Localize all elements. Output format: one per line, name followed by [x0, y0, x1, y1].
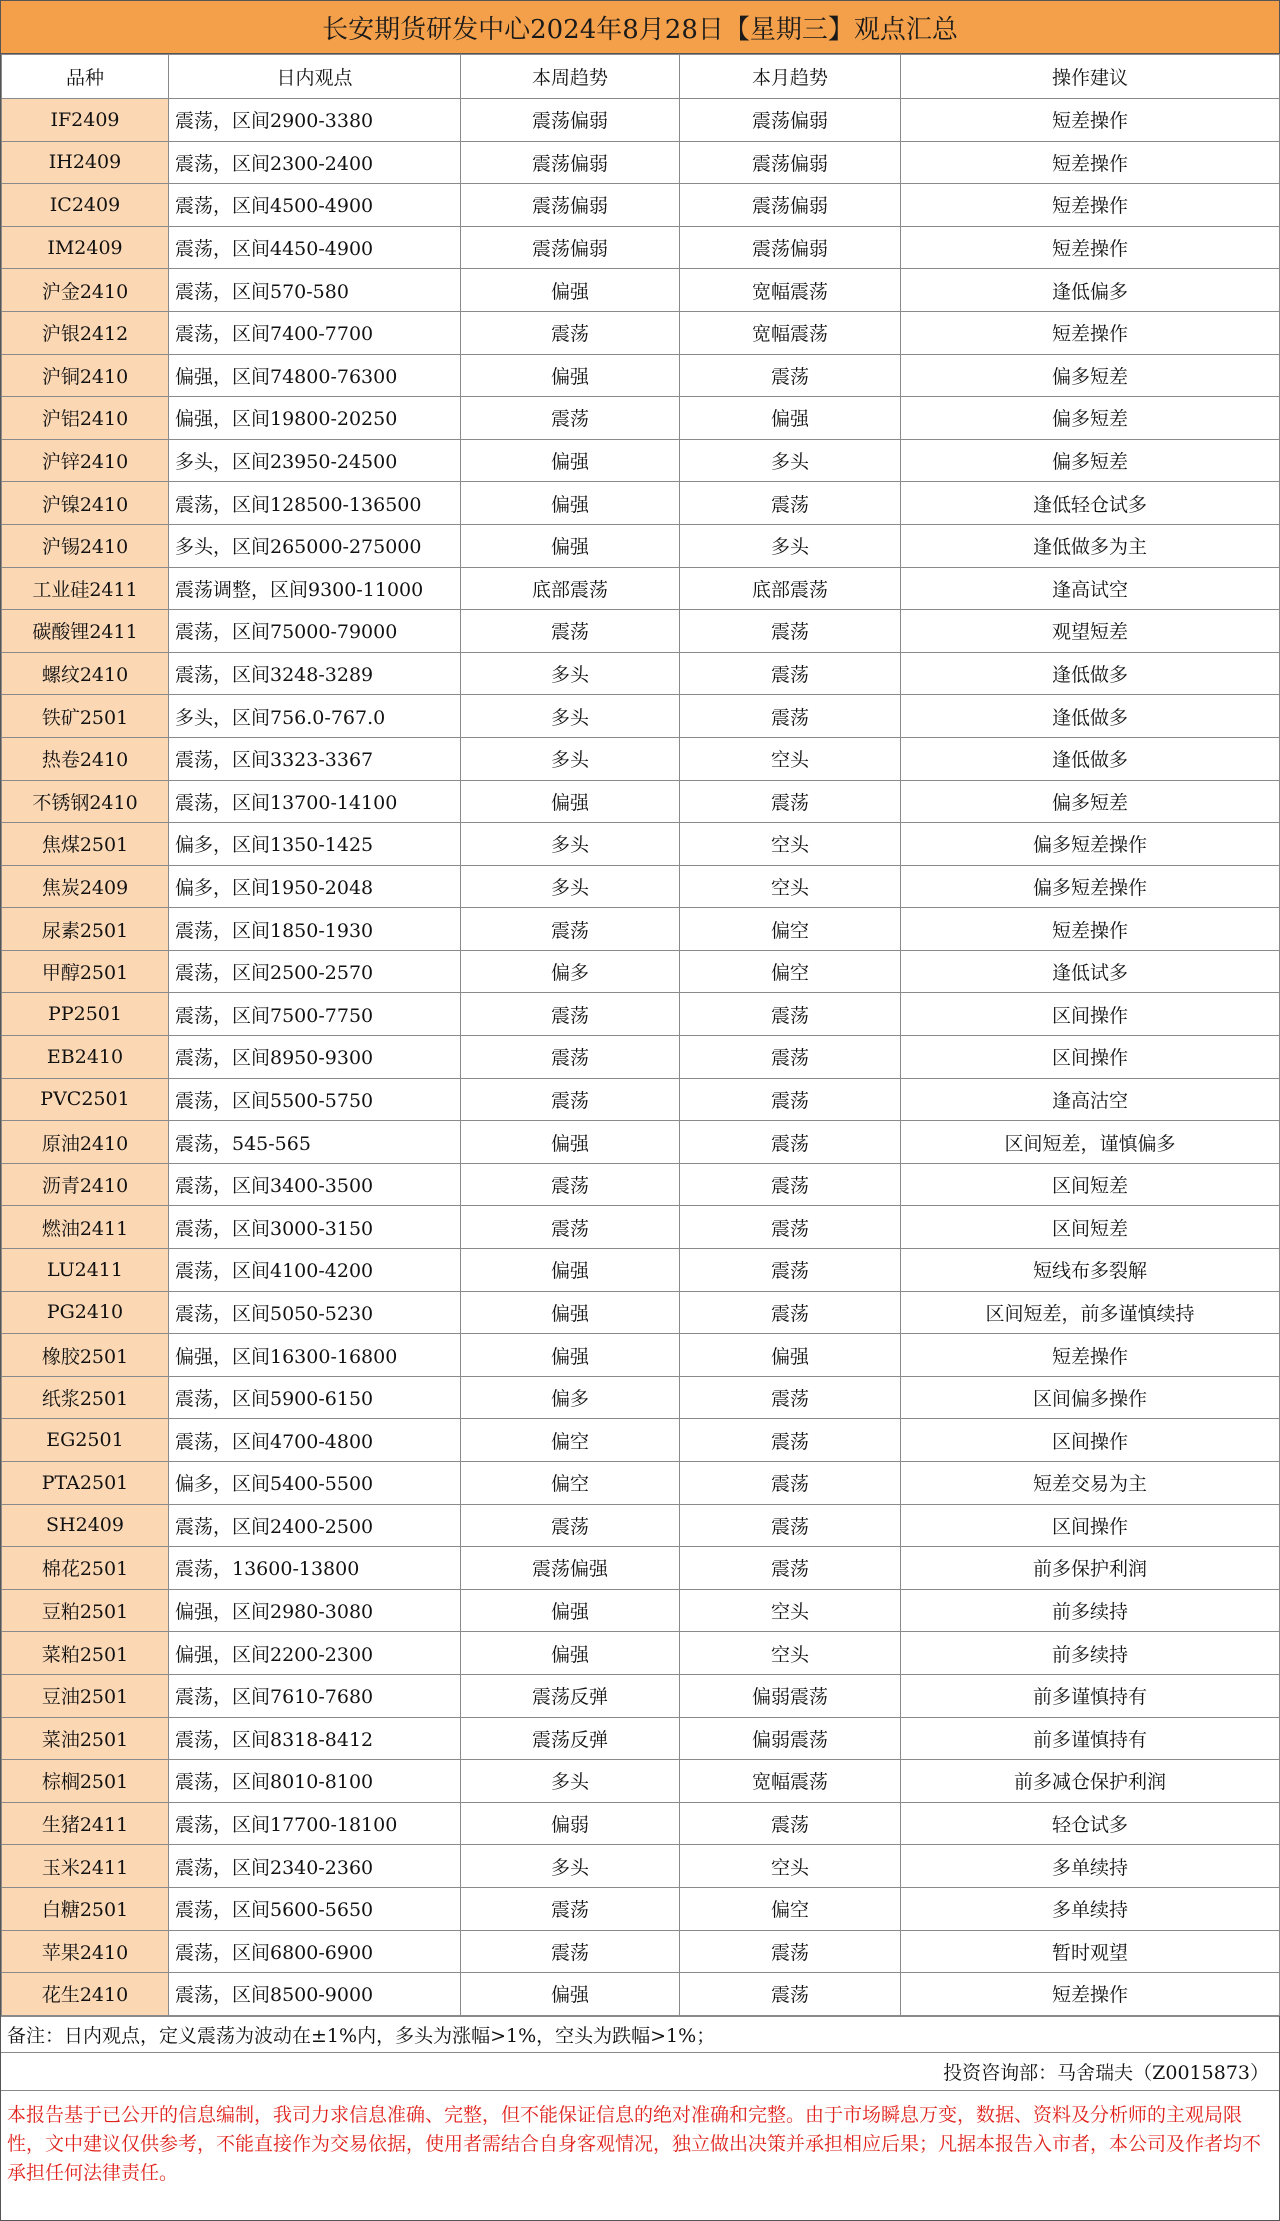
cell-week-trend: 偏强: [461, 269, 680, 312]
cell-daily-view: 震荡，区间2300-2400: [169, 141, 461, 184]
header-month-trend: 本月趋势: [680, 55, 901, 99]
cell-daily-view: 偏强，区间2980-3080: [169, 1589, 461, 1632]
table-row: [2, 269, 1280, 312]
cell-month-trend: 震荡: [680, 1249, 901, 1292]
cell-week-trend: 偏强: [461, 1973, 680, 2016]
cell-daily-view: 震荡，区间5900-6150: [169, 1376, 461, 1419]
cell-week-trend: 偏空: [461, 1462, 680, 1505]
cell-suggestion: 短差操作: [901, 184, 1280, 227]
cell-suggestion: 前多谨慎持有: [901, 1717, 1280, 1760]
cell-variety: IH2409: [2, 141, 169, 184]
table-row: [2, 439, 1280, 482]
cell-suggestion: 区间操作: [901, 1504, 1280, 1547]
cell-month-trend: 震荡: [680, 1973, 901, 2016]
table-row: [2, 1376, 1280, 1419]
table-row: [2, 1036, 1280, 1079]
cell-daily-view: 震荡，区间13700-14100: [169, 780, 461, 823]
table-row: [2, 311, 1280, 354]
table-body: [2, 99, 1280, 2016]
table-row: [2, 226, 1280, 269]
cell-variety: 沪锡2410: [2, 524, 169, 567]
cell-suggestion: 前多续持: [901, 1589, 1280, 1632]
table-row: [2, 1419, 1280, 1462]
cell-variety: 纸浆2501: [2, 1376, 169, 1419]
cell-suggestion: 短差交易为主: [901, 1462, 1280, 1505]
cell-daily-view: 震荡，区间1850-1930: [169, 908, 461, 951]
cell-month-trend: 底部震荡: [680, 567, 901, 610]
cell-variety: 工业硅2411: [2, 567, 169, 610]
cell-suggestion: 区间短差，谨慎偏多: [901, 1121, 1280, 1164]
cell-daily-view: 多头，区间265000-275000: [169, 524, 461, 567]
cell-daily-view: 震荡，545-565: [169, 1121, 461, 1164]
cell-variety: 沪银2412: [2, 311, 169, 354]
cell-daily-view: 震荡，区间7610-7680: [169, 1674, 461, 1717]
table-row: [2, 141, 1280, 184]
header-suggestion: 操作建议: [901, 55, 1280, 99]
cell-suggestion: 短差操作: [901, 99, 1280, 142]
report-title: 长安期货研发中心2024年8月28日【星期三】观点汇总: [1, 0, 1279, 54]
cell-variety: 沪铜2410: [2, 354, 169, 397]
cell-variety: 燃油2411: [2, 1206, 169, 1249]
cell-month-trend: 偏空: [680, 1887, 901, 1930]
table-header-row: [2, 55, 1280, 99]
cell-suggestion: 暂时观望: [901, 1930, 1280, 1973]
cell-variety: 豆粕2501: [2, 1589, 169, 1632]
cell-month-trend: 震荡偏弱: [680, 226, 901, 269]
cell-daily-view: 震荡，区间4450-4900: [169, 226, 461, 269]
cell-daily-view: 震荡，区间3000-3150: [169, 1206, 461, 1249]
cell-suggestion: 区间短差: [901, 1163, 1280, 1206]
table-row: [2, 1760, 1280, 1803]
cell-variety: 不锈钢2410: [2, 780, 169, 823]
cell-variety: 沪镍2410: [2, 482, 169, 525]
cell-week-trend: 震荡: [461, 1078, 680, 1121]
cell-week-trend: 偏空: [461, 1419, 680, 1462]
cell-month-trend: 空头: [680, 1589, 901, 1632]
cell-week-trend: 震荡: [461, 610, 680, 653]
header-daily-view: 日内观点: [169, 55, 461, 99]
cell-month-trend: 空头: [680, 865, 901, 908]
cell-daily-view: 震荡，区间8950-9300: [169, 1036, 461, 1079]
cell-suggestion: 区间偏多操作: [901, 1376, 1280, 1419]
cell-daily-view: 偏多，区间1350-1425: [169, 823, 461, 866]
cell-variety: 沪锌2410: [2, 439, 169, 482]
cell-variety: 棉花2501: [2, 1547, 169, 1590]
cell-month-trend: 空头: [680, 737, 901, 780]
cell-month-trend: 震荡: [680, 1121, 901, 1164]
cell-variety: EG2501: [2, 1419, 169, 1462]
contact-line: 投资咨询部：马舍瑞夫（Z0015873）: [1, 2053, 1279, 2091]
cell-variety: 沥青2410: [2, 1163, 169, 1206]
cell-suggestion: 区间短差: [901, 1206, 1280, 1249]
cell-suggestion: 短差操作: [901, 908, 1280, 951]
cell-variety: 豆油2501: [2, 1674, 169, 1717]
cell-week-trend: 震荡偏弱: [461, 99, 680, 142]
cell-week-trend: 多头: [461, 652, 680, 695]
cell-suggestion: 区间短差，前多谨慎续持: [901, 1291, 1280, 1334]
table-row: [2, 1973, 1280, 2016]
cell-month-trend: 偏强: [680, 397, 901, 440]
cell-month-trend: 空头: [680, 823, 901, 866]
cell-variety: 生猪2411: [2, 1802, 169, 1845]
cell-week-trend: 偏强: [461, 780, 680, 823]
cell-month-trend: 震荡偏弱: [680, 141, 901, 184]
table-row: [2, 993, 1280, 1036]
cell-variety: 沪金2410: [2, 269, 169, 312]
cell-week-trend: 震荡: [461, 908, 680, 951]
cell-week-trend: 偏强: [461, 482, 680, 525]
cell-month-trend: 偏弱震荡: [680, 1717, 901, 1760]
cell-daily-view: 震荡，区间3323-3367: [169, 737, 461, 780]
table-row: [2, 1632, 1280, 1675]
cell-variety: 沪铝2410: [2, 397, 169, 440]
table-row: [2, 1802, 1280, 1845]
cell-daily-view: 震荡，区间4100-4200: [169, 1249, 461, 1292]
table-row: [2, 908, 1280, 951]
cell-month-trend: 震荡: [680, 1206, 901, 1249]
cell-week-trend: 偏强: [461, 1632, 680, 1675]
cell-suggestion: 多单续持: [901, 1845, 1280, 1888]
cell-suggestion: 区间操作: [901, 993, 1280, 1036]
table-row: [2, 1930, 1280, 1973]
cell-week-trend: 震荡偏强: [461, 1547, 680, 1590]
cell-week-trend: 震荡: [461, 993, 680, 1036]
table-row: [2, 1674, 1280, 1717]
cell-suggestion: 短差操作: [901, 1334, 1280, 1377]
cell-daily-view: 震荡调整，区间9300-11000: [169, 567, 461, 610]
table-row: [2, 652, 1280, 695]
views-table: [1, 54, 1280, 2016]
cell-variety: 菜油2501: [2, 1717, 169, 1760]
cell-week-trend: 震荡: [461, 1036, 680, 1079]
table-row: [2, 1121, 1280, 1164]
cell-month-trend: 震荡: [680, 610, 901, 653]
cell-week-trend: 多头: [461, 1845, 680, 1888]
cell-variety: 玉米2411: [2, 1845, 169, 1888]
table-row: [2, 1504, 1280, 1547]
cell-variety: IF2409: [2, 99, 169, 142]
cell-suggestion: 多单续持: [901, 1887, 1280, 1930]
cell-daily-view: 震荡，区间17700-18100: [169, 1802, 461, 1845]
cell-suggestion: 逢低轻仓试多: [901, 482, 1280, 525]
table-row: [2, 1717, 1280, 1760]
cell-variety: SH2409: [2, 1504, 169, 1547]
cell-month-trend: 宽幅震荡: [680, 311, 901, 354]
cell-month-trend: 震荡: [680, 1078, 901, 1121]
cell-variety: 甲醇2501: [2, 950, 169, 993]
cell-month-trend: 宽幅震荡: [680, 269, 901, 312]
disclaimer: 本报告基于已公开的信息编制，我司力求信息准确、完整，但不能保证信息的绝对准确和完整。由于市场瞬息万变，数据、资料及分析师的主观局限性，文中建议仅供参考，不能直接作为交易依据，使用者需结合自身客观情况，独立做出决策并承担相应后果；凡据本报告入市者，本公司及作者均不承担任何法律责任。: [1, 2091, 1279, 2221]
cell-month-trend: 震荡: [680, 1504, 901, 1547]
cell-week-trend: 偏强: [461, 524, 680, 567]
table-row: [2, 610, 1280, 653]
table-row: [2, 737, 1280, 780]
cell-month-trend: 震荡: [680, 1419, 901, 1462]
cell-variety: PG2410: [2, 1291, 169, 1334]
cell-variety: 焦煤2501: [2, 823, 169, 866]
cell-variety: PTA2501: [2, 1462, 169, 1505]
cell-month-trend: 震荡: [680, 780, 901, 823]
cell-month-trend: 震荡: [680, 482, 901, 525]
cell-week-trend: 震荡反弹: [461, 1674, 680, 1717]
cell-month-trend: 偏空: [680, 950, 901, 993]
cell-suggestion: 逢高试空: [901, 567, 1280, 610]
cell-daily-view: 震荡，区间2340-2360: [169, 1845, 461, 1888]
table-row: [2, 780, 1280, 823]
cell-daily-view: 震荡，区间570-580: [169, 269, 461, 312]
cell-month-trend: 多头: [680, 439, 901, 482]
cell-daily-view: 偏强，区间19800-20250: [169, 397, 461, 440]
table-row: [2, 1845, 1280, 1888]
cell-week-trend: 多头: [461, 695, 680, 738]
cell-daily-view: 震荡，区间128500-136500: [169, 482, 461, 525]
table-row: [2, 1291, 1280, 1334]
table-row: [2, 1163, 1280, 1206]
cell-week-trend: 震荡: [461, 311, 680, 354]
cell-month-trend: 震荡: [680, 1802, 901, 1845]
cell-week-trend: 底部震荡: [461, 567, 680, 610]
table-row: [2, 354, 1280, 397]
table-row: [2, 1249, 1280, 1292]
cell-variety: EB2410: [2, 1036, 169, 1079]
cell-daily-view: 震荡，区间75000-79000: [169, 610, 461, 653]
cell-daily-view: 震荡，区间2400-2500: [169, 1504, 461, 1547]
cell-suggestion: 偏多短差: [901, 354, 1280, 397]
cell-month-trend: 震荡: [680, 1036, 901, 1079]
cell-suggestion: 逢低做多: [901, 652, 1280, 695]
cell-daily-view: 震荡，区间5500-5750: [169, 1078, 461, 1121]
cell-suggestion: 偏多短差: [901, 397, 1280, 440]
cell-suggestion: 前多谨慎持有: [901, 1674, 1280, 1717]
table-row: [2, 99, 1280, 142]
table-row: [2, 950, 1280, 993]
cell-daily-view: 震荡，区间6800-6900: [169, 1930, 461, 1973]
cell-suggestion: 前多减仓保护利润: [901, 1760, 1280, 1803]
cell-suggestion: 观望短差: [901, 610, 1280, 653]
cell-suggestion: 偏多短差操作: [901, 823, 1280, 866]
table-row: [2, 823, 1280, 866]
cell-daily-view: 偏多，区间5400-5500: [169, 1462, 461, 1505]
cell-variety: 碳酸锂2411: [2, 610, 169, 653]
cell-week-trend: 偏强: [461, 1334, 680, 1377]
footnote: 备注：日内观点，定义震荡为波动在±1%内，多头为涨幅>1%，空头为跌幅>1%；: [1, 2016, 1279, 2053]
cell-suggestion: 偏多短差操作: [901, 865, 1280, 908]
cell-week-trend: 震荡: [461, 397, 680, 440]
cell-suggestion: 逢低做多: [901, 737, 1280, 780]
cell-daily-view: 震荡，区间8500-9000: [169, 1973, 461, 2016]
cell-suggestion: 短线布多裂解: [901, 1249, 1280, 1292]
cell-suggestion: 偏多短差: [901, 780, 1280, 823]
cell-month-trend: 偏空: [680, 908, 901, 951]
cell-month-trend: 震荡: [680, 1930, 901, 1973]
table-row: [2, 524, 1280, 567]
cell-daily-view: 偏强，区间74800-76300: [169, 354, 461, 397]
cell-month-trend: 震荡: [680, 695, 901, 738]
cell-variety: 棕榈2501: [2, 1760, 169, 1803]
cell-month-trend: 宽幅震荡: [680, 1760, 901, 1803]
cell-week-trend: 震荡: [461, 1504, 680, 1547]
cell-week-trend: 偏强: [461, 1121, 680, 1164]
cell-week-trend: 震荡反弹: [461, 1717, 680, 1760]
cell-week-trend: 偏强: [461, 439, 680, 482]
cell-variety: 焦炭2409: [2, 865, 169, 908]
cell-daily-view: 震荡，区间4700-4800: [169, 1419, 461, 1462]
cell-variety: IC2409: [2, 184, 169, 227]
cell-month-trend: 震荡: [680, 354, 901, 397]
cell-week-trend: 震荡: [461, 1887, 680, 1930]
cell-week-trend: 偏弱: [461, 1802, 680, 1845]
cell-variety: 苹果2410: [2, 1930, 169, 1973]
table-row: [2, 695, 1280, 738]
cell-daily-view: 震荡，区间2900-3380: [169, 99, 461, 142]
cell-suggestion: 逢低做多为主: [901, 524, 1280, 567]
cell-week-trend: 偏强: [461, 1291, 680, 1334]
cell-suggestion: 前多续持: [901, 1632, 1280, 1675]
cell-week-trend: 多头: [461, 1760, 680, 1803]
cell-variety: IM2409: [2, 226, 169, 269]
cell-suggestion: 逢高沽空: [901, 1078, 1280, 1121]
cell-week-trend: 偏强: [461, 354, 680, 397]
cell-week-trend: 多头: [461, 737, 680, 780]
table-row: [2, 1462, 1280, 1505]
header-week-trend: 本周趋势: [461, 55, 680, 99]
table-row: [2, 397, 1280, 440]
cell-daily-view: 震荡，区间3400-3500: [169, 1163, 461, 1206]
cell-month-trend: 震荡: [680, 993, 901, 1036]
cell-variety: 热卷2410: [2, 737, 169, 780]
cell-week-trend: 偏多: [461, 950, 680, 993]
cell-suggestion: 偏多短差: [901, 439, 1280, 482]
cell-variety: LU2411: [2, 1249, 169, 1292]
table-row: [2, 1589, 1280, 1632]
cell-month-trend: 震荡: [680, 652, 901, 695]
table-row: [2, 1887, 1280, 1930]
cell-suggestion: 轻仓试多: [901, 1802, 1280, 1845]
cell-variety: 菜粕2501: [2, 1632, 169, 1675]
cell-variety: 白糖2501: [2, 1887, 169, 1930]
cell-suggestion: 逢低做多: [901, 695, 1280, 738]
table-row: [2, 1547, 1280, 1590]
cell-month-trend: 震荡偏弱: [680, 184, 901, 227]
cell-daily-view: 震荡，区间2500-2570: [169, 950, 461, 993]
cell-week-trend: 偏多: [461, 1376, 680, 1419]
cell-suggestion: 短差操作: [901, 1973, 1280, 2016]
cell-daily-view: 多头，区间756.0-767.0: [169, 695, 461, 738]
table-row: [2, 1206, 1280, 1249]
cell-daily-view: 震荡，区间5050-5230: [169, 1291, 461, 1334]
cell-suggestion: 逢低偏多: [901, 269, 1280, 312]
cell-week-trend: 偏强: [461, 1589, 680, 1632]
cell-daily-view: 震荡，区间7400-7700: [169, 311, 461, 354]
table-row: [2, 865, 1280, 908]
cell-suggestion: 短差操作: [901, 311, 1280, 354]
cell-month-trend: 偏强: [680, 1334, 901, 1377]
cell-variety: 螺纹2410: [2, 652, 169, 695]
cell-suggestion: 短差操作: [901, 141, 1280, 184]
cell-month-trend: 震荡: [680, 1163, 901, 1206]
cell-daily-view: 偏多，区间1950-2048: [169, 865, 461, 908]
cell-daily-view: 偏强，区间2200-2300: [169, 1632, 461, 1675]
cell-week-trend: 偏强: [461, 1249, 680, 1292]
cell-week-trend: 震荡: [461, 1206, 680, 1249]
cell-daily-view: 震荡，区间3248-3289: [169, 652, 461, 695]
cell-suggestion: 区间操作: [901, 1036, 1280, 1079]
cell-month-trend: 震荡偏弱: [680, 99, 901, 142]
cell-month-trend: 震荡: [680, 1462, 901, 1505]
cell-daily-view: 震荡，区间8010-8100: [169, 1760, 461, 1803]
cell-month-trend: 多头: [680, 524, 901, 567]
cell-suggestion: 短差操作: [901, 226, 1280, 269]
cell-week-trend: 震荡偏弱: [461, 141, 680, 184]
table-row: [2, 184, 1280, 227]
cell-daily-view: 多头，区间23950-24500: [169, 439, 461, 482]
cell-daily-view: 偏强，区间16300-16800: [169, 1334, 461, 1377]
cell-month-trend: 偏弱震荡: [680, 1674, 901, 1717]
cell-month-trend: 空头: [680, 1632, 901, 1675]
cell-daily-view: 震荡，区间8318-8412: [169, 1717, 461, 1760]
cell-week-trend: 震荡: [461, 1163, 680, 1206]
cell-month-trend: 空头: [680, 1845, 901, 1888]
cell-week-trend: 多头: [461, 823, 680, 866]
cell-daily-view: 震荡，区间7500-7750: [169, 993, 461, 1036]
cell-month-trend: 震荡: [680, 1291, 901, 1334]
cell-daily-view: 震荡，13600-13800: [169, 1547, 461, 1590]
header-variety: 品种: [2, 55, 169, 99]
cell-variety: 尿素2501: [2, 908, 169, 951]
cell-week-trend: 震荡偏弱: [461, 226, 680, 269]
table-row: [2, 567, 1280, 610]
cell-week-trend: 震荡: [461, 1930, 680, 1973]
cell-suggestion: 前多保护利润: [901, 1547, 1280, 1590]
cell-variety: 铁矿2501: [2, 695, 169, 738]
cell-month-trend: 震荡: [680, 1376, 901, 1419]
cell-variety: PP2501: [2, 993, 169, 1036]
table-row: [2, 482, 1280, 525]
cell-daily-view: 震荡，区间5600-5650: [169, 1887, 461, 1930]
cell-week-trend: 多头: [461, 865, 680, 908]
cell-daily-view: 震荡，区间4500-4900: [169, 184, 461, 227]
cell-variety: 原油2410: [2, 1121, 169, 1164]
cell-variety: PVC2501: [2, 1078, 169, 1121]
cell-week-trend: 震荡偏弱: [461, 184, 680, 227]
table-row: [2, 1334, 1280, 1377]
cell-suggestion: 逢低试多: [901, 950, 1280, 993]
cell-month-trend: 震荡: [680, 1547, 901, 1590]
cell-variety: 花生2410: [2, 1973, 169, 2016]
cell-variety: 橡胶2501: [2, 1334, 169, 1377]
table-row: [2, 1078, 1280, 1121]
cell-suggestion: 区间操作: [901, 1419, 1280, 1462]
